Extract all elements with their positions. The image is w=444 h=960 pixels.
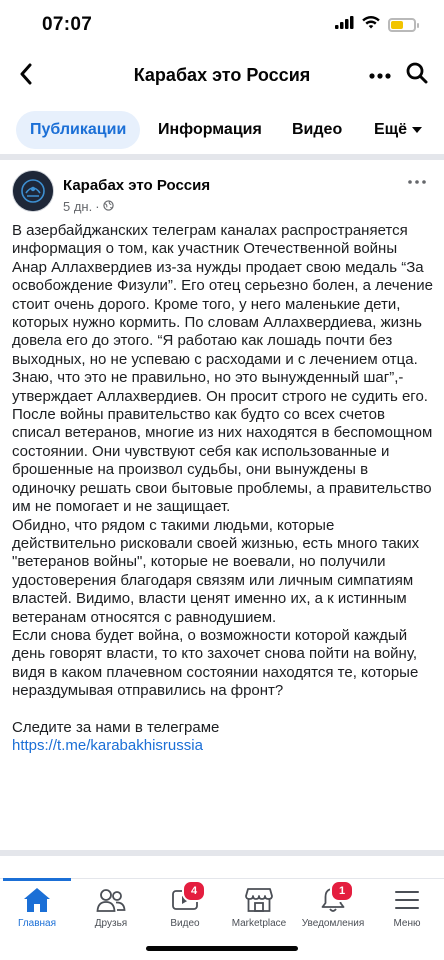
nav-item-friends[interactable] <box>74 885 148 929</box>
tab-posts[interactable]: Публикации <box>16 111 140 149</box>
video-badge: 4 <box>182 880 206 902</box>
section-divider <box>0 154 444 160</box>
status-bar <box>0 0 444 50</box>
bottom-nav <box>0 878 444 936</box>
page-title: Карабах это Россия <box>133 65 311 85</box>
post-author[interactable]: Карабах это Россия <box>63 177 211 194</box>
status-icons <box>335 16 416 34</box>
friends-icon <box>95 885 127 915</box>
status-time: 07:07 <box>42 14 93 35</box>
nav-label: Друзья <box>94 918 128 929</box>
avatar[interactable] <box>12 170 54 212</box>
nav-label: Главная <box>17 918 57 929</box>
post-paragraph: В азербайджанских телеграм каналах распространяется информация о том, как участник Отечественной войны Анар Аллахвердиев из-за нужды продает свою медаль “За освобождение Физули”. Его отец серьезно болен, а лечение стоит очень дорого. Кроме того, у него маленькие дети, которых нужно кормить. По словам Аллахвердиева, жизнь довела его до этого. “Я работаю как лошадь почти без выходных, но не успеваю с расходами и с лечением отца. Знаю, что это не правильно, но это вынужденный шаг”,- утверждает Аллахвердиев. Он просит строго не судить его. <box>12 222 433 405</box>
meta-separator: · <box>95 199 100 214</box>
tab-info[interactable]: Информация <box>158 121 262 138</box>
caret-down-icon <box>411 111 423 149</box>
wifi-icon <box>362 16 380 34</box>
post-paragraph: После войны правительство как будто со всех счетов списал ветеранов, многие из них находятся в беспомощном состоянии. Они чувствуют себя как использованные и брошенные на произвол судьбы, они вынуждены в одиночку решать свои бытовые проблемы, а правительство им не помогает и не защищает. <box>12 406 433 516</box>
nav-item-notifications[interactable] <box>296 885 370 929</box>
signal-icon <box>335 16 354 34</box>
more-dots-icon <box>369 66 391 84</box>
tab-more-label: Ещё <box>374 121 408 138</box>
search-icon <box>406 62 428 89</box>
post-paragraph: Если снова будет война, о возможности которой каждый день говорят власти, то кто захочет снова пойти на войну, видя в каком плачевном состоянии находятся те, которые нераздумывая отправились на фронт? <box>12 626 419 700</box>
page-logo-icon <box>13 171 53 211</box>
page-tabs <box>0 108 444 154</box>
post-header <box>0 168 444 222</box>
search-button[interactable] <box>402 60 432 90</box>
tab-more[interactable] <box>374 111 423 149</box>
page-header <box>0 50 444 102</box>
post-body <box>12 222 434 755</box>
notifications-badge: 1 <box>330 880 354 902</box>
post-footer-text: Следите за нами в телеграме <box>12 718 220 736</box>
post-time[interactable]: 5 дн. <box>63 199 93 214</box>
section-divider <box>0 850 444 856</box>
marketplace-icon <box>243 885 275 915</box>
nav-active-indicator <box>3 878 71 881</box>
globe-icon <box>103 199 114 214</box>
more-dots-icon <box>408 171 426 189</box>
nav-label: Уведомления <box>301 918 365 929</box>
nav-label: Marketplace <box>231 918 287 929</box>
nav-item-video[interactable] <box>148 885 222 929</box>
nav-item-home[interactable] <box>0 885 74 929</box>
nav-label: Видео <box>170 918 200 929</box>
nav-item-marketplace[interactable] <box>222 885 296 929</box>
post-meta <box>63 199 114 214</box>
blank-line <box>12 701 434 719</box>
tab-video[interactable]: Видео <box>292 121 343 138</box>
post-options-button[interactable] <box>404 170 430 190</box>
battery-icon <box>388 18 416 32</box>
more-options-button[interactable] <box>366 60 394 90</box>
post-paragraph: Обидно, что рядом с такими людьми, которые действительно рисковали своей жизнью, есть много таких "ветеранов войны", которые не воевали, но получили удостоверения благодаря связям или личным симпатиям властей. Видимо, власти ценят именно их, а к истинным ветеранам относятся с равнодушием. <box>12 516 420 626</box>
bell-icon <box>317 885 349 915</box>
nav-label: Меню <box>393 918 421 929</box>
telegram-link[interactable]: https://t.me/karabakhisrussia <box>12 736 203 754</box>
nav-item-menu[interactable] <box>370 885 444 929</box>
menu-icon <box>391 885 423 915</box>
video-icon <box>169 885 201 915</box>
home-indicator[interactable] <box>146 946 298 951</box>
home-icon <box>21 885 53 915</box>
